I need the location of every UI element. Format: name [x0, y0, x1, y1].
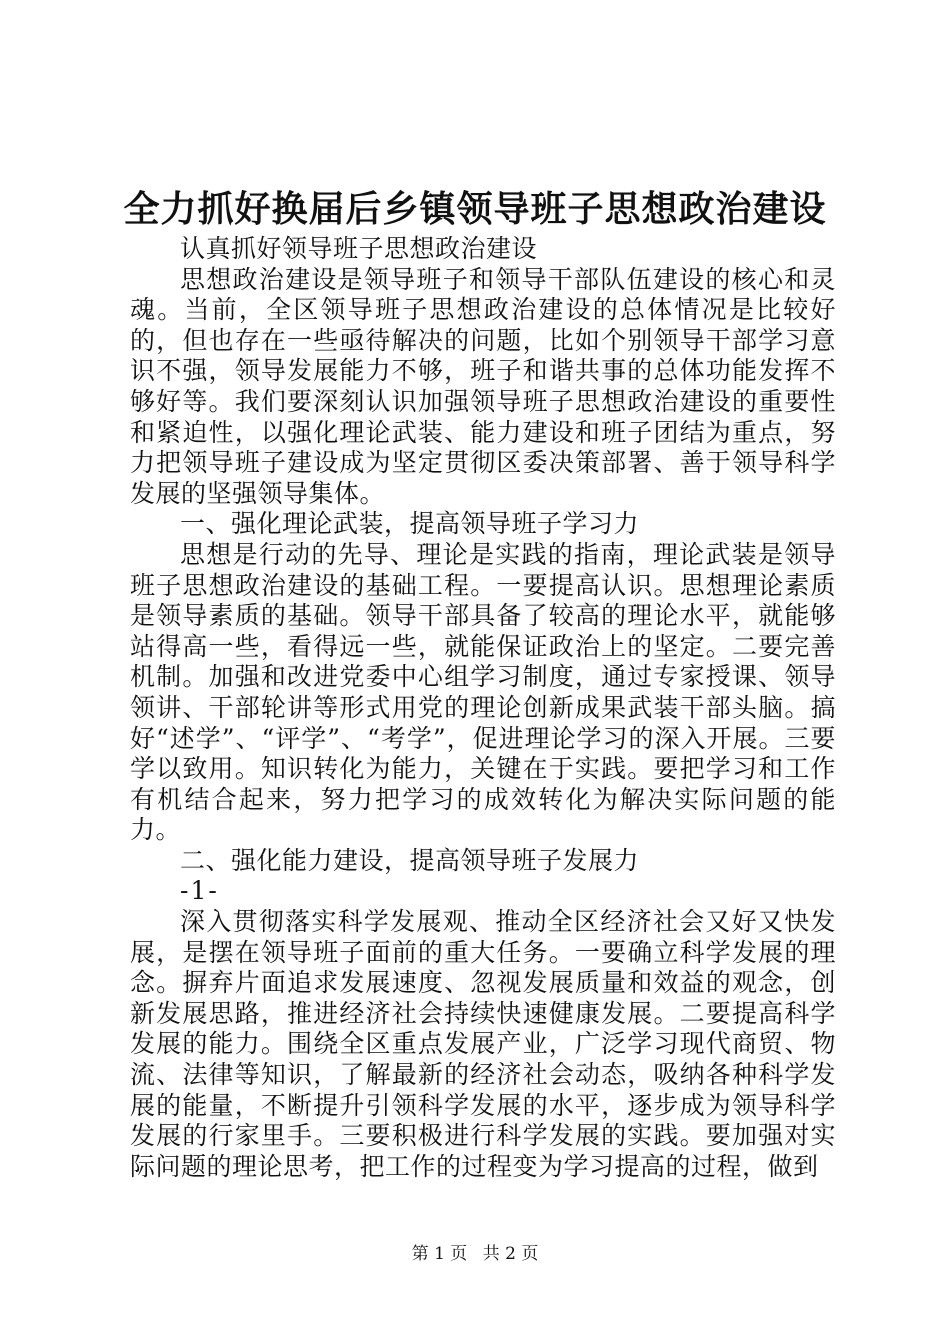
body-paragraph: 思想是行动的先导、理论是实践的指南，理论武装是领导班子思想政治建设的基础工程。一要提高认识。思想理论素质是领导素质的基础。领导干部具备了较高的理论水平，就能够站得高一些，看得远一些，就能保证政治上的坚定。二要完善机制。加强和改进党委中心组学习制度，通过专家授课、领导领讲、干部轮讲等形式用党的理论创新成果武装干部头脑。搞好“述学”、“评学”、“考学”，促进理论学习的深入开展。三要学以致用。知识转化为能力，关键在于实践。要把学习和工作有机结合起来，努力把学习的成效转化为解决实际问题的能力。: [130, 539, 836, 845]
section-heading: 二、强化能力建设，提高领导班子发展力: [180, 845, 640, 875]
page-marker: -1-: [180, 876, 219, 906]
section-subtitle: 认真抓好领导班子思想政治建设: [180, 234, 538, 263]
page-number-current: 第 1 页: [411, 1244, 468, 1264]
document-body: [130, 234, 836, 1182]
body-paragraph: 深入贯彻落实科学发展观、推动全区经济社会又好又快发展，是摆在领导班子面前的重大任务。一要确立科学发展的理念。摒弃片面追求发展速度、忽视发展质量和效益的观念，创新发展思路，推进经济社会持续快速健康发展。二要提高科学发展的能力。围绕全区重点发展产业，广泛学习现代商贸、物流、法律等知识，了解最新的经济社会动态，吸纳各种科学发展的能量，不断提升引领科学发展的水平，逐步成为领导科学发展的行家里手。三要积极进行科学发展的实践。要加强对实际问题的理论思考，把工作的过程变为学习提高的过程，做到: [130, 907, 836, 1181]
page-footer: [0, 1243, 950, 1265]
document-title: 全力抓好换届后乡镇领导班子思想政治建设: [123, 188, 827, 230]
page-number-total: 共 2 页: [482, 1244, 539, 1264]
body-paragraph: 思想政治建设是领导班子和领导干部队伍建设的核心和灵魂。当前，全区领导班子思想政治建设的总体情况是比较好的，但也存在一些亟待解决的问题，比如个别领导干部学习意识不强，领导发展能力不够，班子和谐共事的总体功能发挥不够好等。我们要深刻认识加强领导班子思想政治建设的重要性和紧迫性，以强化理论武装、能力建设和班子团结为重点，努力把领导班子建设成为坚定贯彻区委决策部署、善于领导科学发展的坚强领导集体。: [130, 264, 836, 508]
section-heading: 一、强化理论武装，提高领导班子学习力: [180, 509, 640, 539]
